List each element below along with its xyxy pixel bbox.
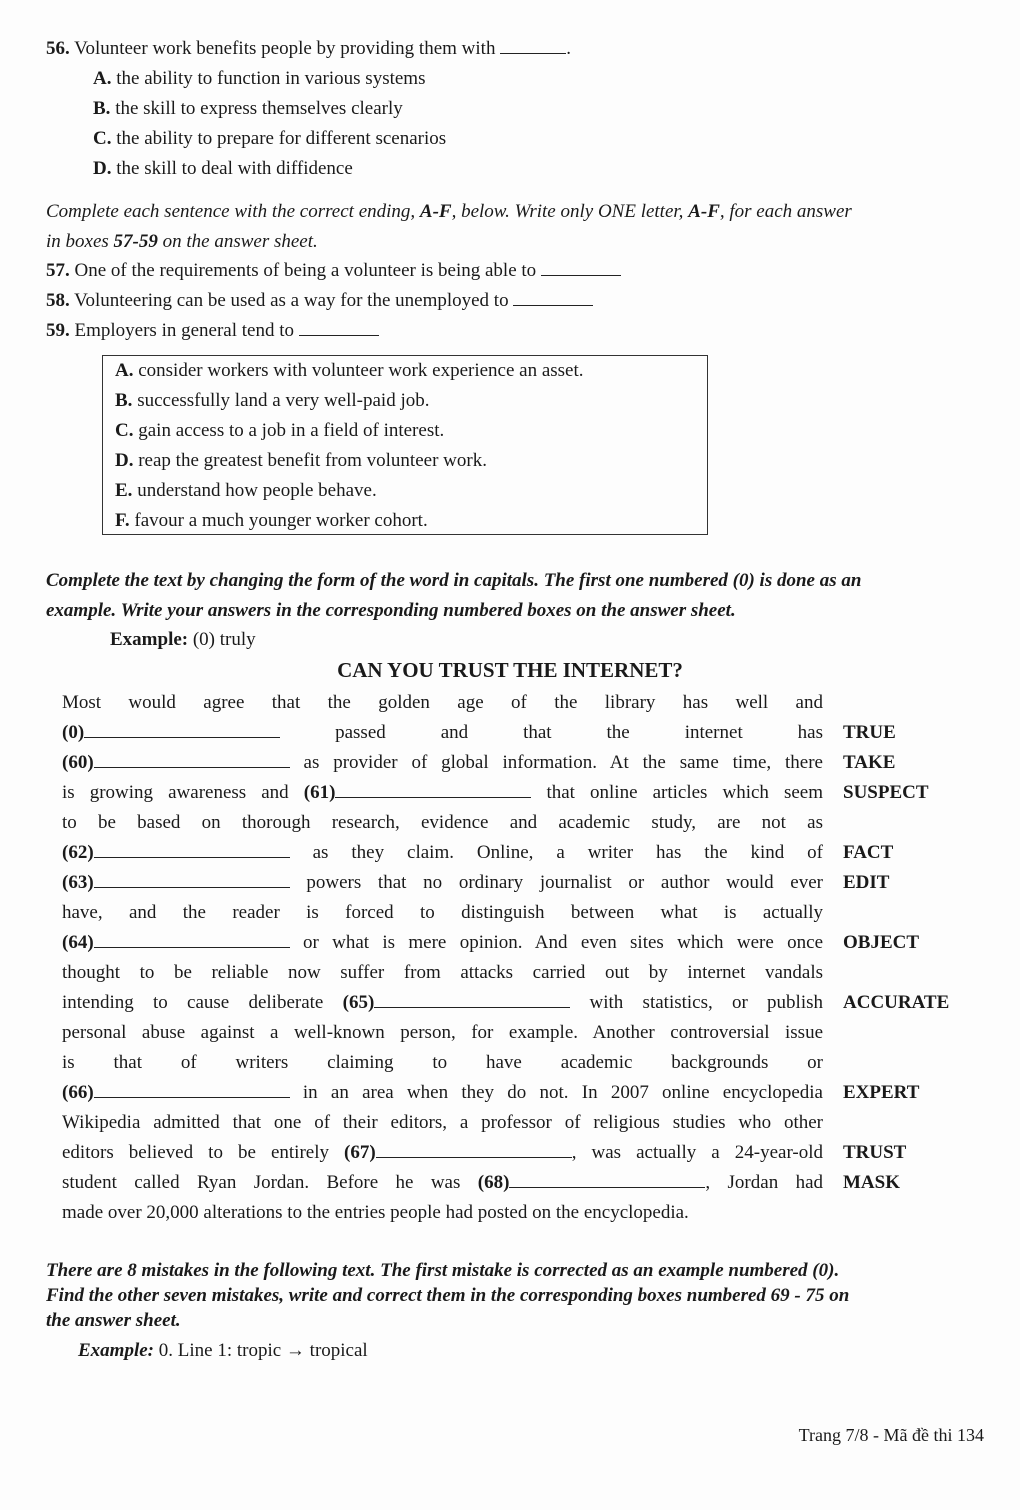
gap-blank: [509, 1169, 705, 1188]
passage-line: [62, 1018, 823, 1048]
passage-line: [62, 808, 823, 838]
gap-blank: [376, 1139, 572, 1158]
instruction-text: in boxes: [46, 231, 114, 252]
line-text: in an area when they do not. In 2007 online encyclopedia: [302, 1082, 823, 1103]
gap-blank: [94, 929, 290, 948]
ending-letter: C.: [115, 420, 134, 441]
gap-number: (65): [342, 992, 375, 1013]
ending-text: favour a much younger worker cohort.: [134, 510, 428, 531]
question-57: [46, 256, 621, 286]
question-number: 56.: [46, 38, 70, 59]
line-text: , was actually a 24-year-old: [571, 1142, 823, 1163]
word-form-instruction: [46, 566, 986, 626]
gap-blank: [94, 869, 290, 888]
cap-word: EXPERT: [843, 1082, 920, 1103]
line-text: as they claim. Online, a writer has the kind of: [312, 842, 824, 863]
instruction-text: example. Write your answers in the corresponding numbered boxes on the answer sheet.: [46, 600, 736, 621]
passage-line: [62, 1108, 823, 1138]
instruction-text: Complete the text by changing the form of the word in capitals. The first one numbered (0) is done as an: [46, 570, 862, 591]
ending-f: [115, 506, 428, 536]
gap-number: (67): [344, 1142, 376, 1163]
gap-blank: [84, 719, 280, 738]
passage-line: [62, 838, 823, 868]
error-correction-example: [78, 1336, 368, 1366]
ending-letter: A.: [115, 360, 134, 381]
gap-number: (61): [303, 782, 336, 803]
option-text: the skill to express themselves clearly: [115, 98, 403, 119]
option-text: the skill to deal with diffidence: [116, 158, 353, 179]
answer-blank: [513, 287, 593, 306]
line-text: , Jordan had: [705, 1172, 823, 1193]
instruction-text: Complete each sentence with the correct ending,: [46, 201, 420, 222]
line-text: thought to be reliable now suffer from attacks carried out by internet vandals: [62, 962, 823, 983]
example-label: Example:: [110, 629, 189, 650]
cap-word: MASK: [843, 1172, 900, 1193]
line-text: with statistics, or publish: [589, 992, 824, 1013]
question-59: [46, 316, 379, 346]
line-text: is growing awareness and: [62, 782, 289, 803]
cap-word: TAKE: [843, 752, 896, 773]
passage-line: [62, 1198, 823, 1228]
question-number: 58.: [46, 290, 70, 311]
example-correction: tropical: [309, 1340, 368, 1361]
passage-title: CAN YOU TRUST THE INTERNET?: [337, 658, 683, 682]
ending-text: gain access to a job in a field of interest.: [138, 420, 445, 441]
gap-number: (60): [62, 752, 94, 773]
example-label: Example:: [78, 1340, 154, 1361]
line-text: to be based on thorough research, evidence and academic study, are not as: [62, 812, 823, 833]
ending-d: [115, 446, 487, 476]
line-text: as provider of global information. At the same time, there: [303, 752, 823, 773]
error-correction-instruction: [46, 1258, 986, 1333]
cap-word: FACT: [843, 842, 894, 863]
option-text: the ability to function in various systems: [116, 68, 426, 89]
question-stem: Volunteering can be used as a way for the unemployed to: [74, 290, 509, 311]
ending-letter: F.: [115, 510, 130, 531]
instruction-emphasis: A-F: [688, 201, 720, 222]
instruction-text: the answer sheet.: [46, 1310, 181, 1331]
question-stem: One of the requirements of being a volunteer is being able to: [74, 260, 537, 281]
option-a: [93, 64, 425, 94]
option-letter: A.: [93, 68, 112, 89]
matching-instruction: [46, 197, 986, 257]
question-56: [46, 34, 571, 64]
passage-line: [62, 1048, 823, 1078]
line-text: passed and that the internet has: [335, 722, 823, 743]
question-stem: Volunteer work benefits people by providing them with: [74, 38, 496, 59]
line-text: is that of writers claiming to have academic backgrounds or: [62, 1052, 823, 1073]
gap-blank: [94, 1079, 290, 1098]
gap-number: (63): [62, 872, 94, 893]
instruction-text: There are 8 mistakes in the following text. The first mistake is corrected as an example numbered (0).: [46, 1260, 840, 1281]
answer-blank: [541, 257, 621, 276]
option-text: the ability to prepare for different scenarios: [116, 128, 447, 149]
instruction-text: , below. Write only ONE letter,: [451, 201, 689, 222]
line-text: or what is mere opinion. And even sites which were once: [302, 932, 823, 953]
passage-line: [62, 898, 823, 928]
cap-word: TRUST: [843, 1142, 907, 1163]
line-text: intending to cause deliberate: [62, 992, 324, 1013]
ending-text: successfully land a very well-paid job.: [137, 390, 430, 411]
passage-line: [62, 868, 823, 898]
example-value: (0) truly: [192, 629, 256, 650]
passage-line: [62, 928, 823, 958]
gap-blank: [94, 749, 290, 768]
question-stem: Employers in general tend to: [74, 320, 294, 341]
answer-blank: [500, 35, 566, 54]
arrow-icon: →: [285, 1340, 305, 1361]
line-text: powers that no ordinary journalist or author would ever: [306, 872, 824, 893]
passage-line: [62, 958, 823, 988]
passage-line: [62, 688, 823, 718]
option-d: [93, 154, 353, 184]
line-text: Wikipedia admitted that one of their editors, a professor of religious studies who other: [62, 1112, 823, 1133]
instruction-text: , for each answer: [719, 201, 852, 222]
instruction-emphasis: A-F: [419, 201, 452, 222]
cap-word: SUSPECT: [843, 782, 929, 803]
cap-word: EDIT: [843, 872, 890, 893]
word-form-example: [110, 625, 256, 655]
cap-word: ACCURATE: [843, 992, 950, 1013]
gap-number: (62): [62, 842, 94, 863]
cap-word: OBJECT: [843, 932, 920, 953]
answer-blank: [299, 317, 379, 336]
option-letter: C.: [93, 128, 112, 149]
instruction-emphasis: 57-59: [113, 231, 158, 252]
question-58: [46, 286, 593, 316]
passage-line: [62, 748, 823, 778]
line-text: have, and the reader is forced to distinguish between what is actually: [62, 902, 823, 923]
instruction-text: on the answer sheet.: [157, 231, 318, 252]
passage-line: [62, 718, 823, 748]
ending-letter: E.: [115, 480, 133, 501]
line-text: that online articles which seem: [546, 782, 824, 803]
ending-b: [115, 386, 430, 416]
gap-number: (0): [62, 722, 85, 743]
line-text: student called Ryan Jordan. Before he was: [62, 1172, 461, 1193]
option-c: [93, 124, 446, 154]
question-number: 57.: [46, 260, 70, 281]
gap-blank: [335, 779, 531, 798]
line-text: personal abuse against a well-known person, for example. Another controversial issue: [62, 1022, 823, 1043]
passage-line: [62, 778, 823, 808]
ending-text: understand how people behave.: [137, 480, 377, 501]
option-letter: D.: [93, 158, 112, 179]
gap-blank: [94, 839, 290, 858]
cap-word: TRUE: [843, 722, 896, 743]
option-b: [93, 94, 403, 124]
ending-c: [115, 416, 444, 446]
option-letter: B.: [93, 98, 111, 119]
gap-number: (68): [477, 1172, 510, 1193]
question-number: 59.: [46, 320, 70, 341]
example-value: 0. Line 1: tropic: [158, 1340, 282, 1361]
ending-letter: B.: [115, 390, 133, 411]
ending-e: [115, 476, 377, 506]
ending-text: reap the greatest benefit from volunteer work.: [138, 450, 487, 471]
ending-a: [115, 356, 584, 386]
page-footer: Trang 7/8 - Mã đề thi 134: [798, 1425, 984, 1445]
gap-number: (66): [62, 1082, 94, 1103]
passage-line: [62, 988, 823, 1018]
gap-blank: [374, 989, 570, 1008]
instruction-text: Find the other seven mistakes, write and correct them in the corresponding boxes numbered 69 - 75 on: [46, 1285, 850, 1306]
line-text: Most would agree that the golden age of the library has well and: [62, 692, 823, 713]
question-end: .: [566, 38, 571, 59]
line-text: made over 20,000 alterations to the entries people had posted on the encyclopedia.: [62, 1202, 689, 1223]
line-text: editors believed to be entirely: [62, 1142, 329, 1163]
ending-text: consider workers with volunteer work experience an asset.: [138, 360, 584, 381]
gap-number: (64): [62, 932, 94, 953]
passage-line: [62, 1078, 823, 1108]
endings-box: [102, 355, 708, 535]
ending-letter: D.: [115, 450, 134, 471]
passage-line: [62, 1168, 823, 1198]
passage-line: [62, 1138, 823, 1168]
